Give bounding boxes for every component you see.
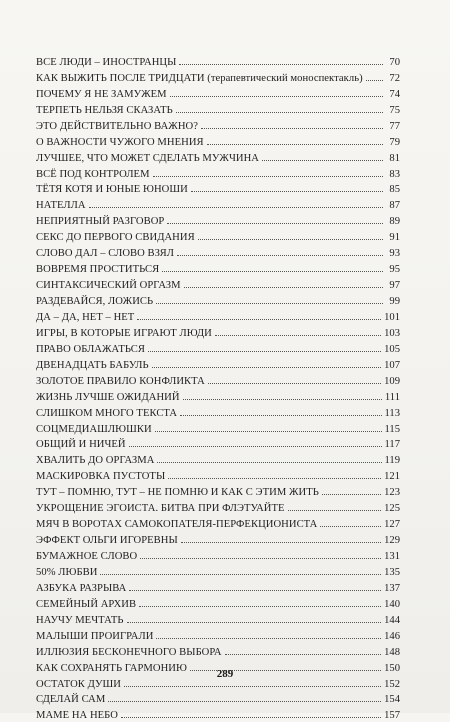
toc-entry-page: 93	[389, 248, 400, 260]
toc-entry-page: 119	[384, 455, 400, 467]
toc-entry-page: 107	[384, 359, 400, 371]
toc-entry-title: ВСЁ ПОД КОНТРОЛЕМ	[36, 168, 150, 180]
toc-entry-title: ЭТО ДЕЙСТВИТЕЛЬНО ВАЖНО?	[36, 120, 198, 132]
toc-entry	[36, 260, 400, 276]
toc-entry-title: СДЕЛАЙ САМ	[36, 694, 106, 706]
toc-leader-dots	[177, 255, 383, 256]
toc-entry-title: СЛОВО ДАЛ – СЛОВО ВЗЯЛ	[36, 248, 174, 260]
toc-entry	[36, 324, 400, 340]
toc-entry	[36, 165, 400, 181]
toc-entry-title: НАУЧУ МЕЧТАТЬ	[36, 614, 124, 626]
toc-entry-title: ВСЕ ЛЮДИ – ИНОСТРАНЦЫ	[36, 56, 177, 68]
toc-entry	[36, 149, 400, 165]
toc-entry-page: 79	[389, 136, 400, 148]
toc-entry-page: 137	[384, 582, 400, 594]
toc-leader-dots	[100, 574, 381, 575]
toc-entry	[36, 515, 400, 531]
table-of-contents	[36, 53, 400, 722]
toc-entry-page: 113	[384, 407, 400, 419]
toc-leader-dots	[127, 622, 382, 623]
toc-entry	[36, 228, 400, 244]
toc-entry-title: СЛИШКОМ МНОГО ТЕКСТА	[36, 407, 178, 419]
toc-leader-dots	[168, 478, 381, 479]
toc-leader-dots	[140, 558, 381, 559]
toc-entry-page: 77	[389, 120, 400, 132]
toc-entry	[36, 691, 400, 707]
toc-entry	[36, 579, 400, 595]
toc-entry-title: МАМЕ НА НЕБО	[36, 710, 118, 722]
toc-leader-dots	[215, 335, 381, 336]
toc-entry-page: 135	[384, 566, 400, 578]
toc-leader-dots	[181, 542, 381, 543]
toc-leader-dots	[208, 383, 381, 384]
toc-leader-dots	[207, 144, 383, 145]
toc-entry-page: 99	[389, 296, 400, 307]
toc-entry-page: 111	[384, 391, 400, 403]
toc-entry-title: СОЦМЕДИАШЛЮШКИ	[36, 423, 152, 435]
toc-entry-title: НАТЕЛЛА	[36, 200, 86, 212]
toc-leader-dots	[167, 223, 383, 224]
toc-leader-dots	[183, 399, 382, 400]
toc-leader-dots	[108, 701, 381, 702]
toc-entry-title: ПРАВО ОБЛАЖАТЬСЯ	[36, 343, 145, 355]
toc-entry	[36, 85, 400, 101]
toc-entry	[36, 340, 400, 356]
toc-entry-title: ОСТАТОК ДУШИ	[36, 678, 121, 690]
toc-entry-page: 152	[384, 678, 400, 690]
toc-leader-dots	[262, 160, 383, 161]
toc-entry-title: ТЁТЯ КОТЯ И ЮНЫЕ ЮНОШИ	[36, 184, 188, 196]
toc-leader-dots	[288, 510, 382, 511]
toc-entry-title: НЕПРИЯТНЫЙ РАЗГОВОР	[36, 216, 165, 228]
toc-entry	[36, 706, 400, 722]
toc-entry	[36, 308, 400, 324]
toc-entry-title: МАСКИРОВКА ПУСТОТЫ	[36, 471, 166, 483]
toc-entry-title: ЛУЧШЕЕ, ЧТО МОЖЕТ СДЕЛАТЬ МУЖЧИНА	[36, 152, 259, 164]
toc-entry-title: МАЛЫШИ ПРОИГРАЛИ	[36, 630, 154, 642]
toc-leader-dots	[152, 367, 382, 368]
toc-entry-page: 97	[389, 280, 400, 292]
toc-entry-title: ХВАЛИТЬ ДО ОРГАЗМА	[36, 455, 155, 467]
toc-entry-page: 103	[384, 327, 400, 339]
toc-entry-page: 101	[384, 311, 400, 323]
toc-entry-page: 123	[384, 487, 400, 499]
toc-leader-dots	[366, 80, 383, 81]
toc-entry-title: О ВАЖНОСТИ ЧУЖОГО МНЕНИЯ	[36, 136, 204, 148]
toc-entry	[36, 483, 400, 499]
toc-leader-dots	[156, 638, 381, 639]
toc-entry-page: 127	[384, 519, 400, 531]
toc-entry	[36, 276, 400, 292]
toc-entry-page: 95	[389, 264, 400, 276]
toc-entry	[36, 499, 400, 515]
toc-entry	[36, 404, 400, 420]
toc-entry-page: 81	[389, 152, 400, 164]
toc-entry-page: 87	[389, 200, 400, 212]
toc-leader-dots	[179, 64, 383, 65]
toc-entry	[36, 181, 400, 197]
toc-entry-page: 129	[384, 535, 400, 547]
toc-entry	[36, 388, 400, 404]
toc-entry-page: 140	[384, 598, 400, 610]
toc-entry-title: ЗОЛОТОЕ ПРАВИЛО КОНФЛИКТА	[36, 375, 205, 387]
toc-leader-dots	[121, 717, 381, 718]
toc-entry-page: 125	[384, 503, 400, 515]
toc-entry-page: 72	[389, 72, 400, 84]
toc-entry-title: ДА – ДА, НЕТ – НЕТ	[36, 311, 135, 323]
toc-entry-page: 148	[384, 646, 400, 658]
toc-entry-page: 89	[389, 216, 400, 228]
toc-leader-dots	[180, 415, 381, 416]
toc-entry-title: АЗБУКА РАЗРЫВА	[36, 582, 127, 594]
toc-entry-title: ДВЕНАДЦАТЬ БАБУЛЬ	[36, 359, 149, 371]
toc-entry-page: 131	[384, 551, 400, 562]
toc-leader-dots	[129, 590, 381, 591]
toc-entry-title: СИНТАКСИЧЕСКИЙ ОРГАЗМ	[36, 280, 181, 292]
toc-entry-title: СЕКС ДО ПЕРВОГО СВИДАНИЯ	[36, 232, 195, 244]
toc-leader-dots	[157, 462, 381, 463]
toc-leader-dots	[191, 191, 383, 192]
toc-leader-dots	[153, 176, 383, 177]
toc-entry	[36, 101, 400, 117]
toc-entry-page: 144	[384, 614, 400, 626]
toc-entry-title: ИГРЫ, В КОТОРЫЕ ИГРАЮТ ЛЮДИ	[36, 327, 212, 339]
toc-entry	[36, 420, 400, 436]
toc-entry	[36, 133, 400, 149]
toc-entry-page: 83	[389, 168, 400, 180]
toc-entry	[36, 117, 400, 133]
toc-entry-title: ТЕРПЕТЬ НЕЛЬЗЯ СКАЗАТЬ	[36, 104, 173, 116]
toc-entry	[36, 451, 400, 467]
toc-entry	[36, 53, 400, 69]
toc-entry-page: 157	[384, 710, 400, 722]
toc-entry-title: ЭФФЕКТ ОЛЬГИ ИГОРЕВНЫ	[36, 535, 178, 547]
toc-entry	[36, 611, 400, 627]
toc-entry-title: ПОЧЕМУ Я НЕ ЗАМУЖЕМ	[36, 88, 167, 100]
toc-entry	[36, 563, 400, 579]
toc-entry	[36, 372, 400, 388]
toc-entry-title: РАЗДЕВАЙСЯ, ЛОЖИСЬ	[36, 296, 154, 307]
toc-leader-dots	[89, 207, 383, 208]
toc-entry	[36, 595, 400, 611]
toc-entry-title: 50% ЛЮБВИ	[36, 566, 98, 578]
toc-entry	[36, 643, 400, 659]
toc-entry	[36, 531, 400, 547]
toc-entry-title: МЯЧ В ВОРОТАХ САМОКОПАТЕЛЯ-ПЕРФЕКЦИОНИСТА	[36, 519, 318, 531]
toc-entry-page: 150	[384, 662, 400, 674]
toc-entry-page: 74	[389, 88, 400, 100]
page-number: 289	[216, 668, 234, 680]
toc-leader-dots	[225, 654, 381, 655]
toc-leader-dots	[139, 606, 381, 607]
toc-entry-page: 85	[389, 184, 400, 196]
toc-leader-dots	[201, 128, 383, 129]
toc-entry-title: ЖИЗНЬ ЛУЧШЕ ОЖИДАНИЙ	[36, 391, 180, 403]
toc-entry	[36, 627, 400, 643]
toc-entry-page: 146	[384, 630, 400, 642]
toc-entry	[36, 436, 400, 452]
toc-entry	[36, 292, 400, 308]
toc-entry-title: КАК ВЫЖИТЬ ПОСЛЕ ТРИДЦАТИ (терапевтический моноспектакль)	[36, 72, 363, 84]
toc-entry	[36, 196, 400, 212]
toc-entry-page: 70	[389, 56, 400, 68]
toc-leader-dots	[124, 686, 381, 687]
toc-entry-title: ОБЩИЙ И НИЧЕЙ	[36, 439, 126, 451]
toc-leader-dots	[320, 526, 381, 527]
toc-leader-dots	[176, 112, 383, 113]
toc-entry-page: 75	[389, 104, 400, 116]
toc-entry-page: 115	[384, 423, 400, 435]
toc-leader-dots	[129, 446, 382, 447]
toc-entry	[36, 547, 400, 563]
toc-leader-dots	[137, 319, 381, 320]
toc-entry-page: 154	[384, 694, 400, 706]
toc-entry-title: ИЛЛЮЗИЯ БЕСКОНЕЧНОГО ВЫБОРА	[36, 646, 222, 658]
toc-leader-dots	[170, 96, 383, 97]
toc-entry-title: БУМАЖНОЕ СЛОВО	[36, 551, 138, 562]
toc-leader-dots	[162, 271, 383, 272]
toc-entry	[36, 69, 400, 85]
toc-leader-dots	[322, 494, 381, 495]
toc-entry-page: 117	[384, 439, 400, 451]
toc-entry-page: 105	[384, 343, 400, 355]
toc-entry-page: 91	[389, 232, 400, 244]
toc-entry-page: 121	[384, 471, 400, 483]
toc-entry-title: ТУТ – ПОМНЮ, ТУТ – НЕ ПОМНЮ И КАК С ЭТИМ ЖИТЬ	[36, 487, 319, 499]
toc-leader-dots	[156, 303, 383, 304]
toc-entry-page: 109	[384, 375, 400, 387]
toc-leader-dots	[148, 351, 381, 352]
toc-entry	[36, 212, 400, 228]
toc-entry-title: КАК СОХРАНЯТЬ ГАРМОНИЮ	[36, 662, 187, 674]
toc-entry-title: УКРОЩЕНИЕ ЭГОИСТА. БИТВА ПРИ ФЛЭТУАЙТЕ	[36, 503, 285, 515]
toc-entry	[36, 356, 400, 372]
toc-leader-dots	[198, 239, 383, 240]
toc-entry-title: СЕМЕЙНЫЙ АРХИВ	[36, 598, 137, 610]
toc-entry-title: ВОВРЕМЯ ПРОСТИТЬСЯ	[36, 264, 160, 276]
toc-leader-dots	[184, 287, 383, 288]
toc-entry	[36, 467, 400, 483]
toc-leader-dots	[155, 431, 382, 432]
toc-entry	[36, 244, 400, 260]
